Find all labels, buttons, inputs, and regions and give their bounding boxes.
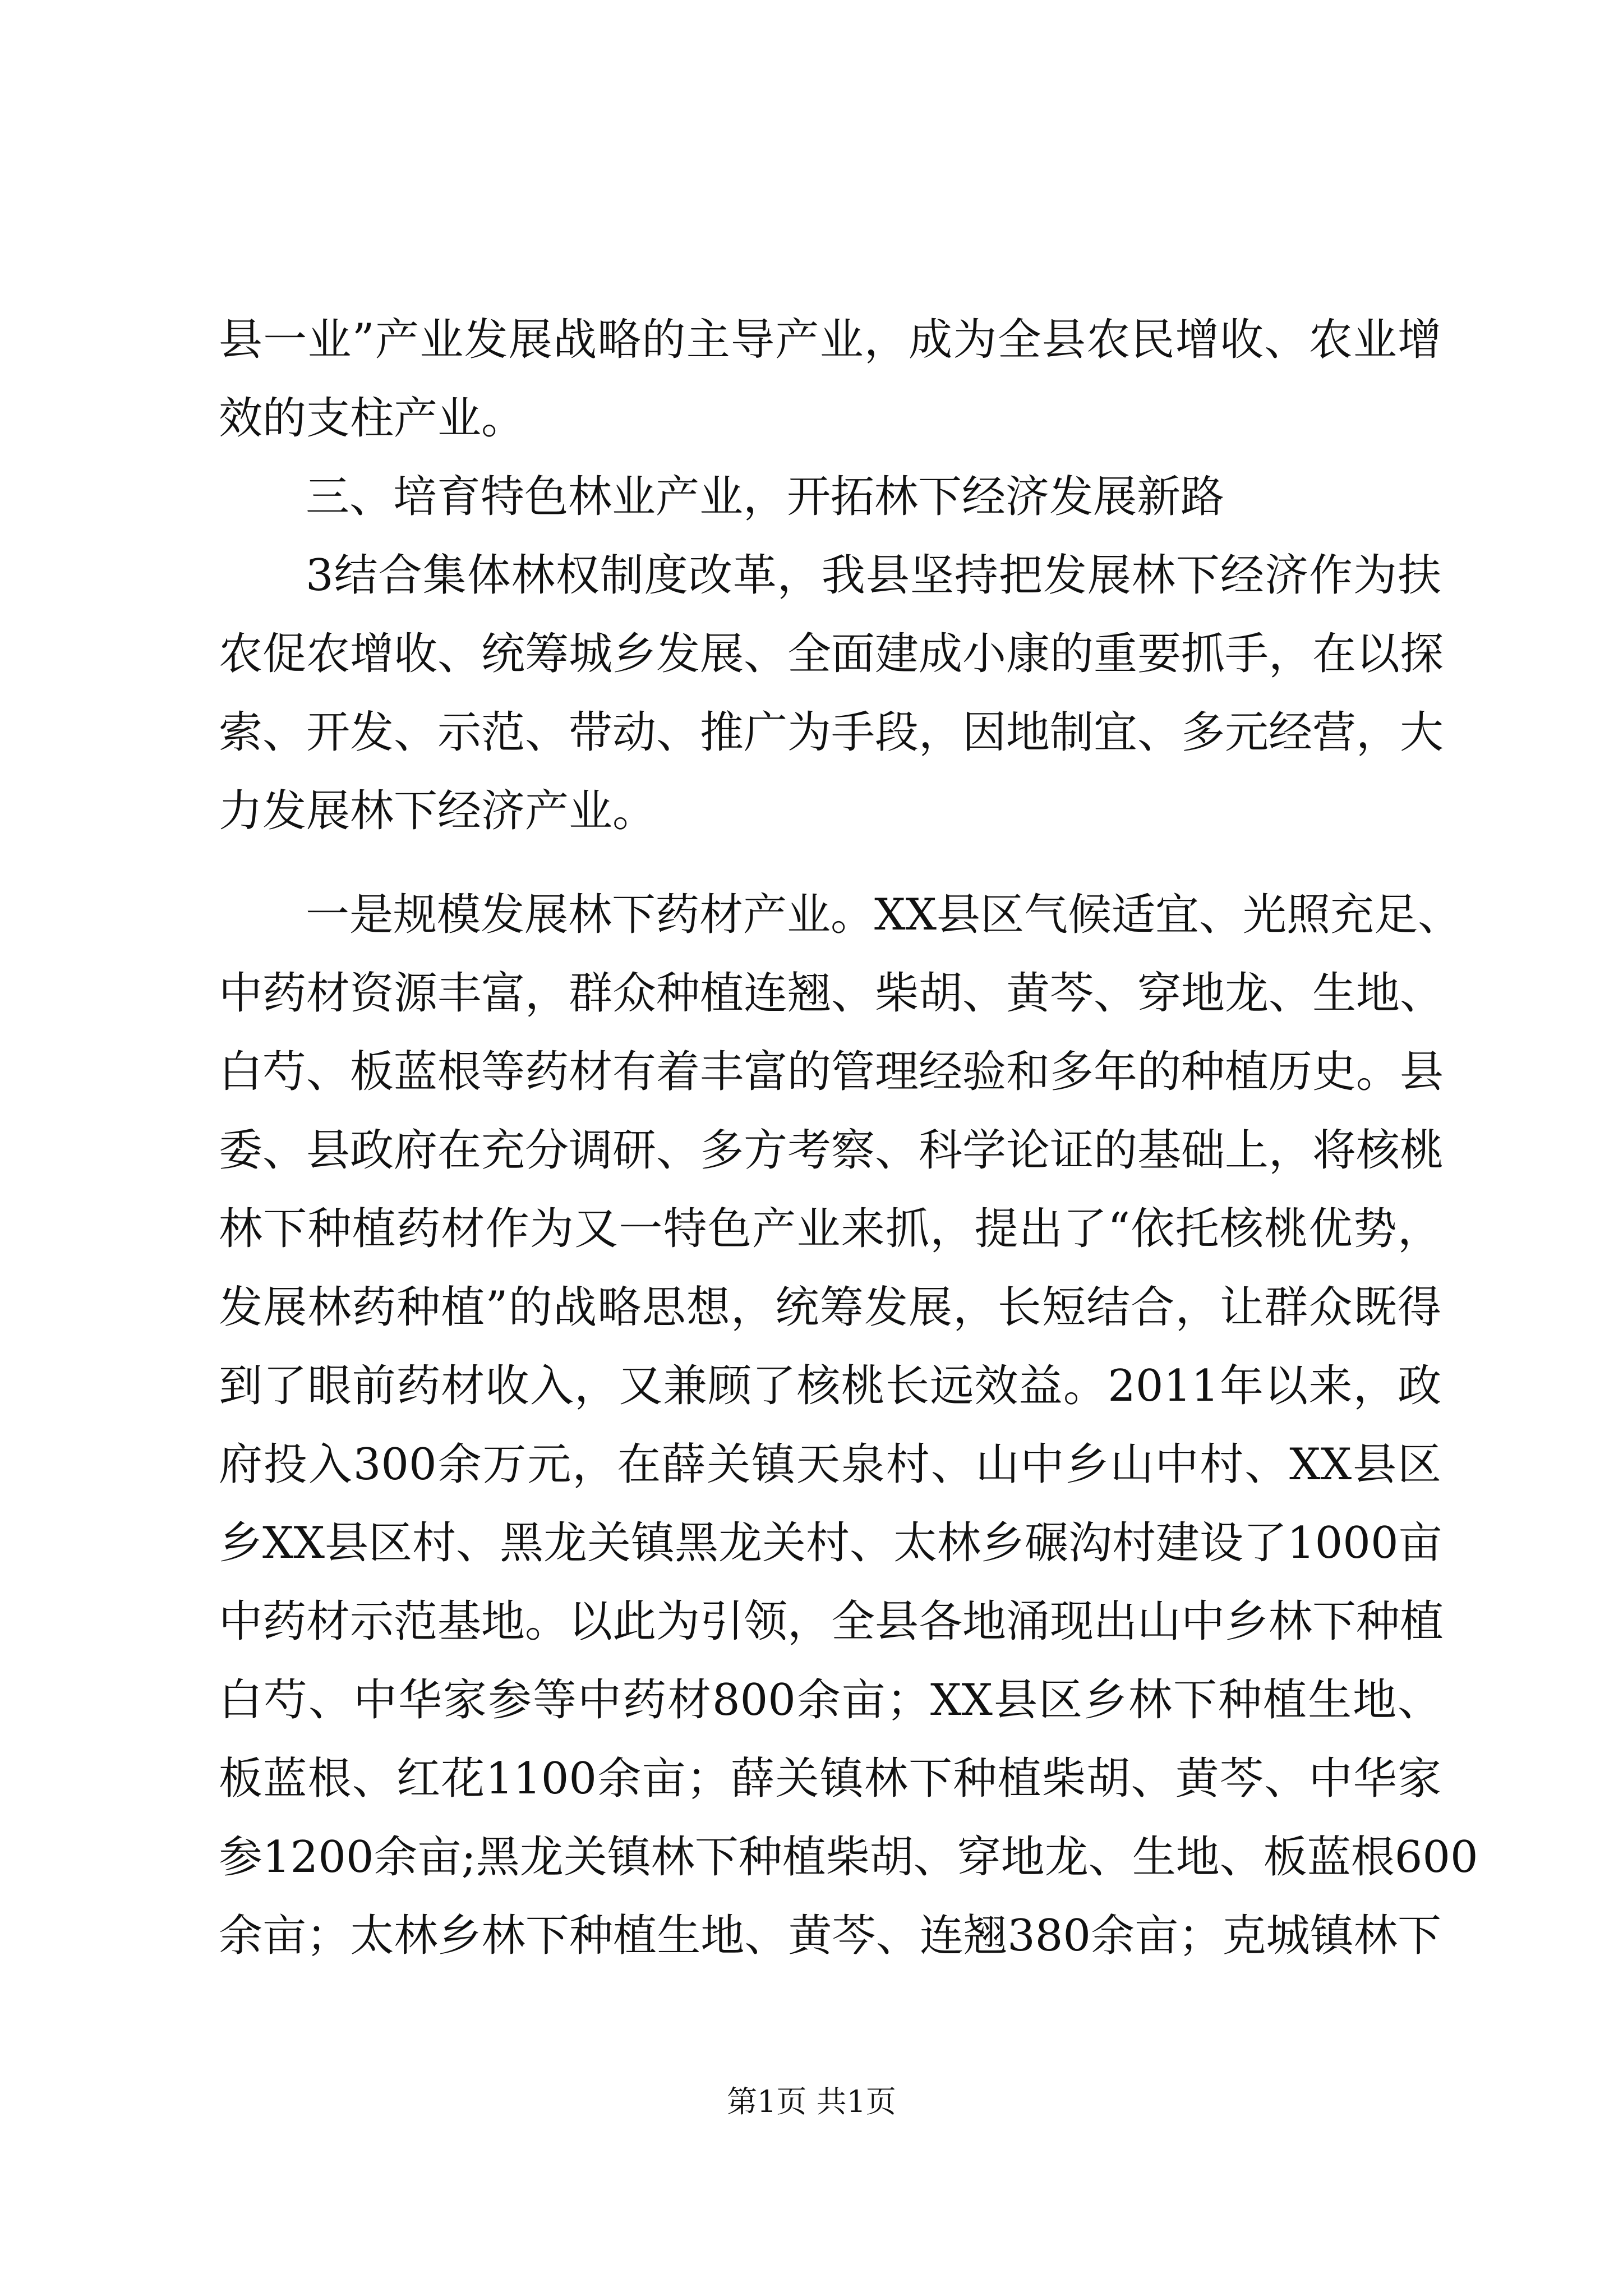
text-line: 索、开发、示范、带动、推广为手段，因地制宜、多元经营，大 xyxy=(219,707,1444,758)
text-line: 白芍、中华家参等中药材800余亩；XX县区乡林下种植生地、 xyxy=(219,1675,1441,1726)
text-line: 府投入300余万元，在薛关镇天泉村、山中乡山中村、XX县区 xyxy=(219,1439,1441,1490)
text-line: 一是规模发展林下药材产业。XX县区气候适宜、光照充足、 xyxy=(306,890,1462,940)
text-line: 发展林药种植”的战略思想，统筹发展，长短结合，让群众既得 xyxy=(219,1282,1441,1333)
text-line: 余亩；太林乡林下种植生地、黄芩、连翘380余亩；克城镇林下 xyxy=(219,1911,1441,1961)
page-footer: 第1页 共1页 xyxy=(727,2084,896,2119)
text-line: 委、县政府在充分调研、多方考察、科学论证的基础上，将核桃 xyxy=(219,1125,1444,1176)
text-line: 乡XX县区村、黑龙关镇黑龙关村、太林乡碾沟村建设了1000亩 xyxy=(219,1518,1442,1568)
text-line: 中药材示范基地。以此为引领，全县各地涌现出山中乡林下种植 xyxy=(219,1596,1444,1647)
text-line: 3结合集体林权制度改革，我县坚持把发展林下经济作为扶 xyxy=(306,550,1441,601)
text-line: 林下种植药材作为又一特色产业来抓，提出了“依托核桃优势， xyxy=(219,1204,1441,1254)
text-line: 农促农增收、统筹城乡发展、全面建成小康的重要抓手，在以探 xyxy=(219,629,1444,679)
text-line: 参1200余亩;黑龙关镇林下种植柴胡、穿地龙、生地、板蓝根600 xyxy=(219,1832,1478,1883)
section-heading: 三、培育特色林业产业，开拓林下经济发展新路 xyxy=(306,472,1225,522)
text-line: 白芍、板蓝根等药材有着丰富的管理经验和多年的种植历史。县 xyxy=(219,1047,1444,1097)
text-line: 到了眼前药材收入，又兼顾了核桃长远效益。2011年以来，政 xyxy=(219,1361,1441,1411)
text-line: 县一业”产业发展战略的主导产业，成为全县农民增收、农业增 xyxy=(219,315,1441,365)
text-line: 中药材资源丰富，群众种植连翘、柴胡、黄芩、穿地龙、生地、 xyxy=(219,968,1444,1019)
text-line: 板蓝根、红花1100余亩；薛关镇林下种植柴胡、黄芩、中华家 xyxy=(219,1754,1441,1804)
text-line: 力发展林下经济产业。 xyxy=(219,786,657,836)
text-line: 效的支柱产业。 xyxy=(219,393,525,444)
